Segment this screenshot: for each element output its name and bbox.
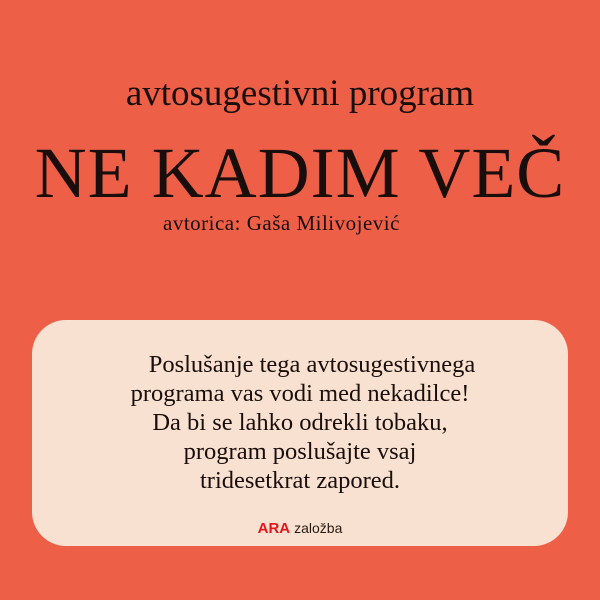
subtitle: avtosugestivni program (125, 73, 475, 114)
description (32, 350, 568, 495)
description-box (32, 320, 568, 546)
title: NE KADIM VEČ (34, 133, 566, 213)
publisher (32, 520, 568, 537)
publisher-logo: ARA (257, 520, 291, 537)
description-line: Da bi se lahko odrekli tobaku, (152, 409, 448, 436)
description-line: tridesetkrat zapored. (200, 467, 400, 494)
description-line: program poslušajte vsaj (183, 438, 417, 465)
description-line: Poslušanje tega avtosugestivnega (148, 351, 476, 378)
author: avtorica: Gaša Milivojević (163, 211, 400, 235)
publisher-label: založba (294, 520, 343, 536)
description-line: programa vas vodi med nekadilce! (130, 380, 470, 407)
